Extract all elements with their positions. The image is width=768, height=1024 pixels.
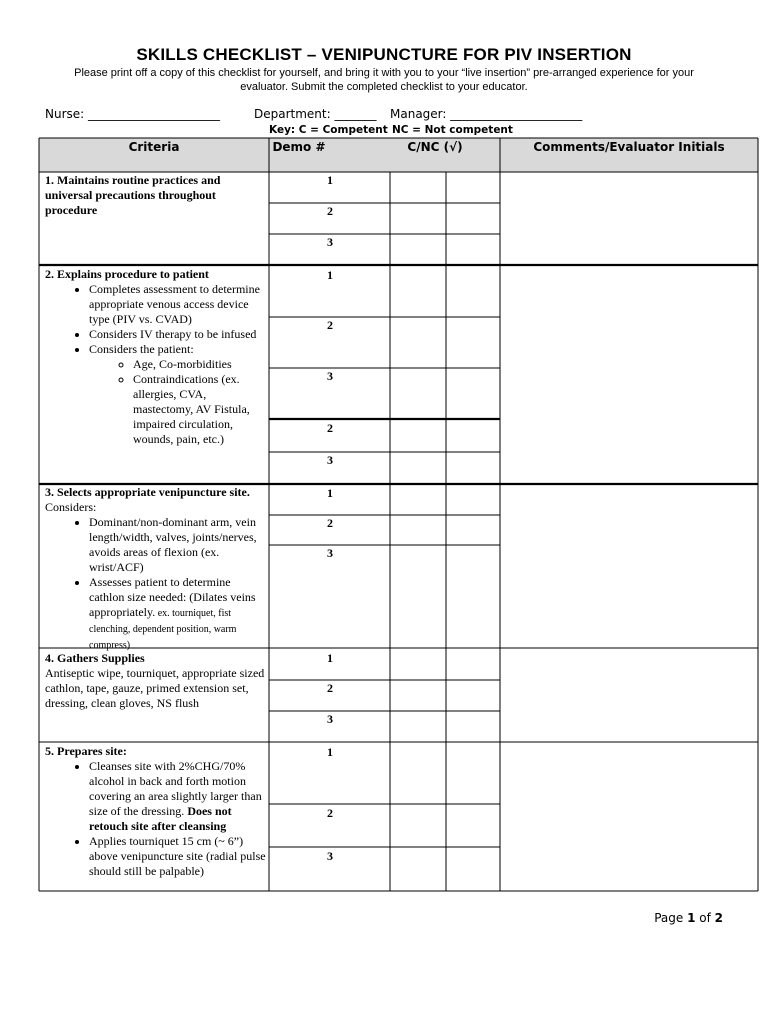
bullet-item: • Considers IV therapy to be infused (89, 327, 267, 342)
column-header-criteria: Criteria (128, 140, 180, 154)
criteria-section-1 (45, 173, 267, 218)
section-heading: 1. Maintains routine practices and universal precautions throughout procedure (45, 173, 221, 217)
bullet-text: Assesses patient to determine cathlon size needed: (Dilates veins appropriately. (89, 575, 256, 619)
instructions-line-2: evaluator. Submit the completed checklist to your educator. (240, 81, 528, 93)
bullet-emphasis: Does not retouch site after cleansing (89, 804, 232, 833)
sub-bullet-item: ◦ Age, Co-morbidities (133, 357, 267, 372)
bullet-item: • Applies tourniquet 15 cm (~ 6”) above venipuncture site (radial pulse should still be palpable) (89, 834, 267, 879)
page-of: of (695, 911, 715, 925)
document-title: SKILLS CHECKLIST – VENIPUNCTURE FOR PIV INSERTION (136, 45, 632, 64)
section-heading: 3. Selects appropriate venipuncture site. (45, 485, 250, 499)
page-current: 1 (687, 911, 696, 925)
section-heading: 5. Prepares site: (45, 744, 127, 758)
section-heading: 4. Gathers Supplies (45, 651, 145, 665)
bullet-item (89, 759, 267, 834)
demo-number: 2 (327, 806, 333, 820)
criteria-section-4 (45, 651, 267, 711)
demo-number: 1 (327, 651, 333, 665)
bullet-item: • Completes assessment to determine appropriate venous access device type (PIV vs. CVAD) (89, 282, 267, 327)
demo-number: 1 (327, 268, 333, 282)
section-body: Antiseptic wipe, tourniquet, appropriate sized cathlon, tape, gauze, primed extension set, dressing, clean gloves, NS flush (45, 666, 265, 710)
bullet-item (89, 342, 267, 447)
criteria-section-5 (45, 744, 267, 879)
page-label: Page (654, 911, 688, 925)
page-number (654, 911, 723, 925)
instructions-line-1: Please print off a copy of this checklist for yourself, and bring it with you to your “live insertion” pre-arranged experience for your (74, 67, 694, 79)
demo-number: 1 (327, 173, 333, 187)
demo-number: 2 (327, 421, 333, 435)
bullet-text: Considers the patient: (89, 342, 194, 356)
column-header-demo: Demo # (272, 140, 326, 154)
manager-field[interactable]: Manager: ______________________ (390, 107, 583, 121)
section-heading: 2. Explains procedure to patient (45, 267, 209, 281)
demo-number: 1 (327, 745, 333, 759)
department-field[interactable]: Department: _______ (254, 107, 377, 121)
demo-number: 3 (327, 453, 333, 467)
column-header-comments: Comments/Evaluator Initials (533, 140, 725, 154)
key-competent: Key: C = Competent (269, 124, 388, 136)
nurse-field[interactable]: Nurse: ______________________ (45, 107, 221, 121)
demo-number: 3 (327, 849, 333, 863)
bullet-examples: ex. tourniquet, fist clenching, dependent position, warm compress) (89, 608, 237, 651)
demo-number: 2 (327, 516, 333, 530)
criteria-section-2 (45, 267, 267, 447)
demo-number: 3 (327, 712, 333, 726)
demo-number: 2 (327, 681, 333, 695)
demo-number: 3 (327, 546, 333, 560)
key-not-competent: NC = Not competent (392, 124, 513, 136)
page-total: 2 (714, 911, 723, 925)
column-header-cnc: C/NC (√) (407, 140, 463, 154)
demo-number: 1 (327, 486, 333, 500)
demo-number: 2 (327, 204, 333, 218)
bullet-item: • Dominant/non-dominant arm, vein length/width, valves, joints/nerves, avoids areas of flexion (ex. wrist/ACF) (89, 515, 267, 575)
criteria-section-3 (45, 485, 267, 653)
section-intro: Considers: (45, 500, 97, 514)
demo-number: 2 (327, 318, 333, 332)
sub-bullet-item: ◦ Contraindications (ex. allergies, CVA, mastectomy, AV Fistula, impaired circulation, wounds, pain, etc.) (133, 372, 267, 447)
demo-number: 3 (327, 369, 333, 383)
demo-number: 3 (327, 235, 333, 249)
bullet-text: Cleanses site with 2%CHG/70% alcohol in back and forth motion covering an area slightly larger than size of the dressing. (89, 759, 262, 818)
bullet-item (89, 575, 267, 653)
